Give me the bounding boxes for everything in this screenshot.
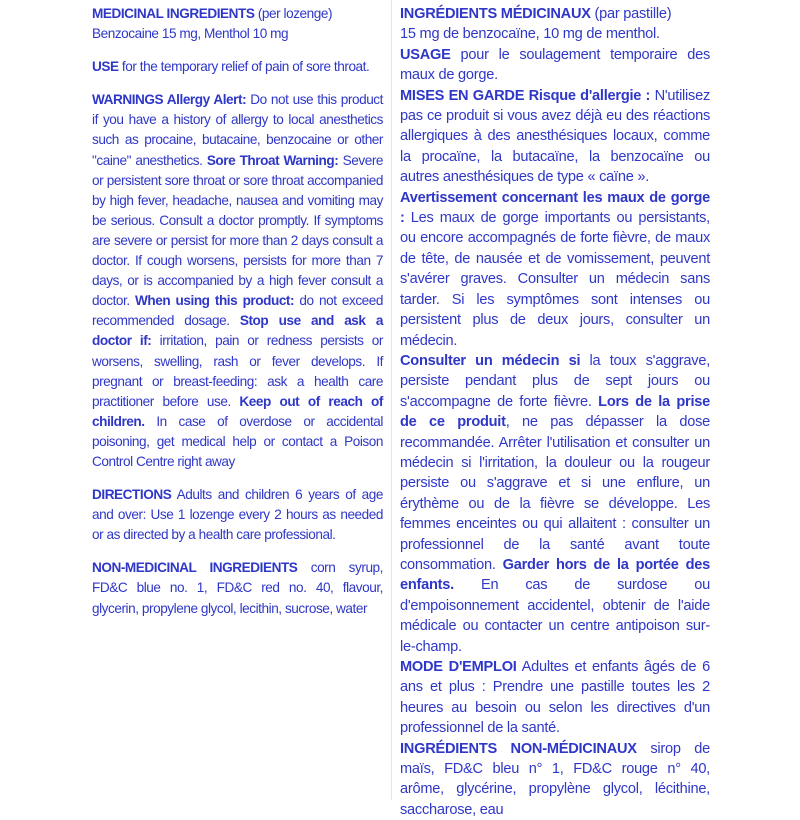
- fr-sore-throat-text: Les maux de gorge importants ou persistants, ou encore accompagnés de forte fièvre, de maux de tête, de nausée et de vomissement, peuvent s'avérer graves. Consulter un médecin sans tarder. Si les symptômes sont intenses ou persistent plus de deux jours, consulter un médecin.: [400, 210, 710, 349]
- fr-consult-label: Consulter un médecin si: [400, 352, 581, 369]
- en-stop-use-label: Stop use and ask a doctor if:: [92, 313, 383, 349]
- en-sore-throat-text: Severe or persistent sore throat or sore throat accompanied by high fever, headache, nausea and vomiting may be serious. Consult a doctor promptly. If symptoms are severe or persist for more than 2 days consult a doctor. If cough worsens, persists for more than 7 days, or is accompanied by a high fever consult a doctor.: [92, 152, 384, 309]
- en-warnings-heading: WARNINGS: [92, 92, 164, 108]
- fr-consult-doctor: [400, 351, 710, 657]
- en-medicinal-qualifier: (per lozenge): [254, 6, 333, 21]
- fr-non-medicinal-ingredients: [400, 739, 710, 820]
- en-medicinal-ingredients: [92, 4, 383, 44]
- fr-medicinal-qualifier: (par pastille): [590, 6, 672, 22]
- fr-when-using-label: Lors de la prise de ce produit: [400, 393, 710, 431]
- fr-directions-text: Adultes et enfants âgés de 6 ans et plus : Prendre une pastille toutes les 2 heures au besoin ou selon les directives d'un professionnel de la santé.: [400, 659, 710, 737]
- en-non-medicinal-ingredients: [92, 558, 383, 618]
- english-column: [92, 4, 383, 632]
- en-use-text: for the temporary relief of pain of sore throat.: [118, 59, 370, 75]
- fr-non-medicinal-heading: INGRÉDIENTS NON-MÉDICINAUX: [400, 740, 637, 757]
- en-warnings: [92, 90, 383, 472]
- fr-medicinal-ingredients: [400, 4, 710, 45]
- en-sore-throat-label: Sore Throat Warning:: [202, 152, 339, 168]
- en-directions: [92, 485, 383, 545]
- fr-keep-out-text: En cas de surdose ou d'empoisonnement accidentel, obtenir de l'aide médicale ou contacter un centre antipoison sur-le-champ.: [400, 577, 710, 655]
- en-allergy-label: Allergy Alert:: [163, 92, 247, 108]
- fr-allergy-text: N'utilisez pas ce produit si vous avez déjà eu des réactions allergiques à des anesthésiques locaux, comme la procaïne, la butacaïne, la benzocaïne ou autres anesthésiques de type « caïne ».: [400, 87, 711, 186]
- en-directions-heading: DIRECTIONS: [92, 487, 172, 503]
- en-use: [92, 57, 383, 77]
- en-stop-use-text: irritation, pain or redness persists or worsens, swelling, rash or fever develops. If pregnant or breast-feeding: ask a health care practitioner before use.: [92, 333, 383, 409]
- column-divider: [391, 0, 392, 800]
- en-directions-text: Adults and children 6 years of age and over: Use 1 lozenge every 2 hours as needed or as directed by a health care professional.: [92, 487, 383, 543]
- en-non-medicinal-text: corn syrup, FD&C blue no. 1, FD&C red no. 40, flavour, glycerin, propylene glycol, lecithin, sucrose, water: [92, 560, 383, 616]
- en-use-heading: USE: [92, 59, 119, 75]
- fr-when-using-text: , ne pas dépasser la dose recommandée. Arrêter l'utilisation et consulter un médecin si l'irritation, la douleur ou la rougeur persiste ou s'aggrave et si une enflure, un érythème ou de la fièvre se développe. Les femmes enceintes ou qui allaitent : consulter un professionnel de la santé avant toute consommation.: [400, 414, 710, 573]
- fr-consult-text: la toux s'aggrave, persiste pendant plus de sept jours ou s'accompagne de forte fièvre.: [400, 352, 710, 410]
- fr-usage-text: pour le soulagement temporaire des maux de gorge.: [400, 46, 710, 84]
- en-when-using-label: When using this product:: [129, 293, 295, 309]
- fr-medicinal-text: 15 mg de benzocaïne, 10 mg de menthol.: [400, 26, 660, 43]
- en-non-medicinal-heading: NON-MEDICINAL INGREDIENTS: [92, 560, 298, 576]
- fr-allergy-label: Risque d'allergie :: [524, 87, 651, 104]
- fr-medicinal-heading: INGRÉDIENTS MÉDICINAUX: [400, 6, 591, 22]
- en-medicinal-text: Benzocaine 15 mg, Menthol 10 mg: [92, 26, 289, 42]
- en-when-using-text: do not exceed recommended dosage.: [92, 293, 383, 329]
- en-medicinal-heading: MEDICINAL INGREDIENTS: [92, 6, 255, 21]
- fr-directions: [400, 657, 710, 739]
- fr-sore-throat: [400, 188, 710, 351]
- fr-usage: [400, 45, 710, 86]
- fr-usage-heading: USAGE: [400, 46, 451, 63]
- en-keep-out-label: Keep out of reach of children.: [92, 393, 383, 429]
- en-allergy-text: Do not use this product if you have a history of allergy to local anesthetics such as procaine, butacaine, benzocaine or other "caine" anesthetics.: [92, 92, 383, 168]
- fr-keep-out-label: Garder hors de la portée des enfants.: [400, 556, 710, 594]
- fr-sore-throat-label: Avertissement concernant les maux de gorge :: [400, 189, 710, 227]
- fr-warnings-heading: MISES EN GARDE: [400, 87, 525, 104]
- fr-warnings: [400, 86, 710, 188]
- fr-non-medicinal-text: sirop de maïs, FD&C bleu n° 1, FD&C rouge n° 40, arôme, glycérine, propylène glycol, lécithine, saccharose, eau: [400, 740, 710, 818]
- en-keep-out-text: In case of overdose or accidental poisoning, get medical help or contact a Poison Control Centre right away: [92, 413, 383, 469]
- french-column: [400, 4, 710, 820]
- fr-directions-heading: MODE D'EMPLOI: [400, 659, 517, 675]
